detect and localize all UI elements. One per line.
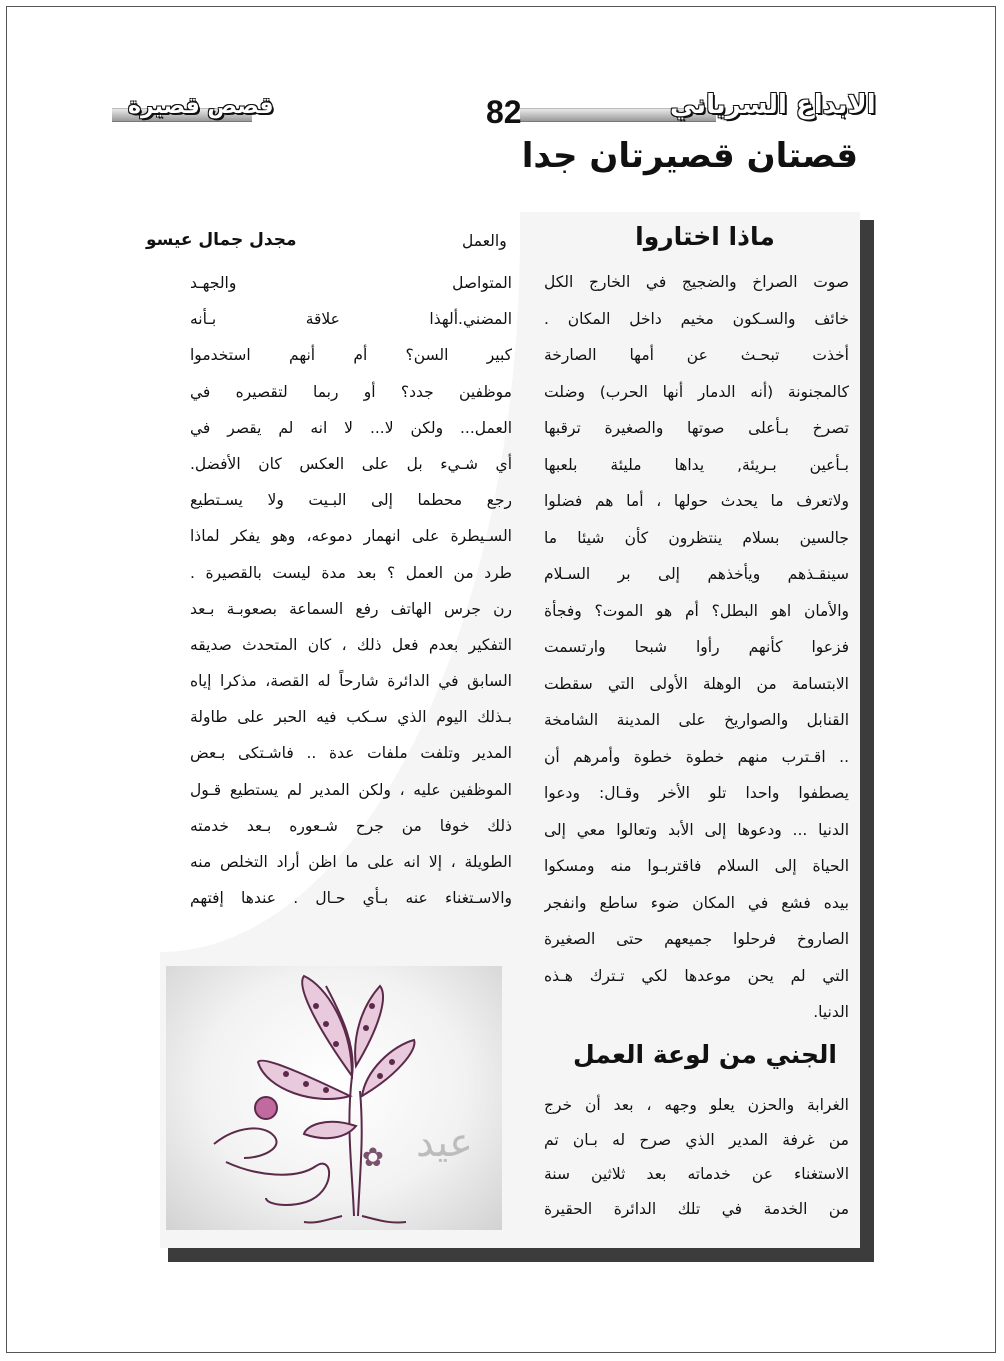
- text-line: يصطفوا واحدا تلو الأخر وقـال: ودعوا: [544, 784, 849, 802]
- story2-continuation-word: والعمل: [462, 232, 507, 250]
- magazine-title: الابداع السرياني: [670, 90, 876, 120]
- text-line: كبير السن؟ أم أنهم استخدموا: [190, 346, 512, 365]
- author-name: مجدل جمال عيسو: [146, 230, 297, 250]
- text-line: الابتسامة من الوهلة الأولى التي سقطت: [544, 674, 849, 693]
- text-line: بـذلك اليوم الذي سـكب فيه الحبر على طاولة: [190, 708, 512, 727]
- text-line: أخذت تبحـث عن أمها الصارخة: [544, 346, 849, 364]
- text-line: فزعوا كأنهم رأوا شبحا وارتسمت: [544, 638, 849, 656]
- text-line: القنابل والصواريخ على المدينة الشامخة: [544, 711, 849, 729]
- text-line: والاسـتغناء عنه بـأي حـال . عندها إفتهم: [190, 889, 512, 908]
- text-line: العمل... ولكن لا... لا انه لم يقصر في: [190, 418, 512, 437]
- story1-title: ماذا اختاروا: [635, 222, 775, 251]
- hand-shape: [214, 1128, 277, 1158]
- text-line: رجع محطما إلى البـيت ولا يسـتطيع: [190, 491, 512, 510]
- text-line: الدنيا.: [813, 1003, 849, 1021]
- text-line: سينقـذهم ويأخذهم إلى بر السـلام: [544, 565, 849, 583]
- text-line: الحياة إلى السلام فاقتربـوا منه ومسكوا: [544, 857, 849, 875]
- text-line: من الخدمة في تلك الدائرة الحقيرة: [544, 1199, 849, 1218]
- fruit-shape: [255, 1097, 277, 1119]
- text-line: السابق في الدائرة شارحاً له القصة، مذكرا إياه: [190, 672, 512, 691]
- text-line: الدنيا ... ودعوها إلى الأبد وتعالوا معي إلى: [544, 820, 849, 839]
- text-line: صوت الصراخ والضجيج في الخارج الكل: [544, 273, 849, 291]
- text-line: رن جرس الهاتف رفع السماعة بصعوبـة بـعد: [190, 599, 512, 618]
- text-line: من غرفة المدير الذي صرح له بـان تم: [544, 1130, 849, 1149]
- main-title: قصتان قصيرتان جدا: [521, 136, 858, 176]
- text-line: الطويلة ، إلا انه على ما اظن أراد التخلص منه: [190, 853, 512, 871]
- text-line: التفكير بعدم فعل ذلك ، كان المتحدث صديقه: [190, 635, 512, 654]
- text-line: تصرخ بـأعلى صوتها والصغيرة ترقبها: [544, 419, 849, 437]
- text-line: المضني.ألهذا علاقة بـأنه: [190, 310, 512, 329]
- story1-body: [544, 264, 849, 1031]
- text-line: ولاتعرف ما يحدث حولها ، أما هم فضلوا: [544, 492, 849, 510]
- text-line: الموظفين عليه ، ولكن المدير لم يستطيع قـول: [190, 780, 512, 799]
- text-line: بيده فشع في المكان ضوء ساطع وانفجر: [544, 893, 849, 912]
- text-line: ذلك خوفا من جرح شـعوره بـعد خدمته: [190, 816, 512, 835]
- text-line: التي لم يحن موعدها لكي تـترك هـذه: [544, 966, 849, 985]
- section-name: قصص قصيرة: [128, 94, 274, 119]
- text-line: طرد من العمل ؟ بعد مدة ليست بالقصيرة .: [190, 563, 512, 582]
- text-line: .. اقـترب منهم خطوة خطوة وأمرهم أن: [544, 747, 849, 766]
- text-line: أي شـيء بل على العكس كان الأفضل.: [190, 454, 512, 473]
- text-line: السـيطرة على انهمار دموعه، وهو يفكر لماذا: [190, 527, 512, 546]
- story2-body-left: [190, 265, 512, 916]
- text-line: والأمان اهو البطل؟ أم هو الموت؟ وفجأة: [544, 601, 849, 620]
- calligraphy-art: عيد: [416, 1120, 473, 1166]
- text-line: المدير وتلفت ملفات عدة .. فاشـتكى بـعض: [190, 744, 512, 763]
- text-line: بـأعين بـريئة, يداها مليئة بلعبها: [544, 455, 849, 474]
- story2-body-right: [544, 1088, 849, 1226]
- text-line: كالمجنونة (أنه الدمار أنها الحرب) وضلت: [544, 382, 849, 401]
- story2-title: الجني من لوعة العمل: [572, 1040, 837, 1069]
- plant-illustration-svg: [166, 966, 502, 1230]
- svg-text:✿: ✿: [362, 1143, 384, 1173]
- text-line: موظفين جدد؟ أو ربما لتقصيره في: [190, 382, 512, 401]
- text-line: الصاروخ فرحلوا جميعهم حتى الصغيرة: [544, 930, 849, 948]
- text-line: المتواصل والجهـد: [190, 274, 512, 292]
- plant-illustration: [166, 966, 502, 1230]
- text-line: الغرابة والحزن يعلو وجهه ، بعد أن خرج: [544, 1096, 849, 1114]
- text-line: خائف والسـكون مخيم داخل المكان .: [544, 309, 849, 328]
- text-line: جالسين بسلام ينتظرون كأن شيئا ما: [544, 528, 849, 547]
- text-line: الاستغناء عن خدماته بعد ثلاثين سنة: [544, 1165, 849, 1183]
- page-number: 82: [486, 94, 522, 130]
